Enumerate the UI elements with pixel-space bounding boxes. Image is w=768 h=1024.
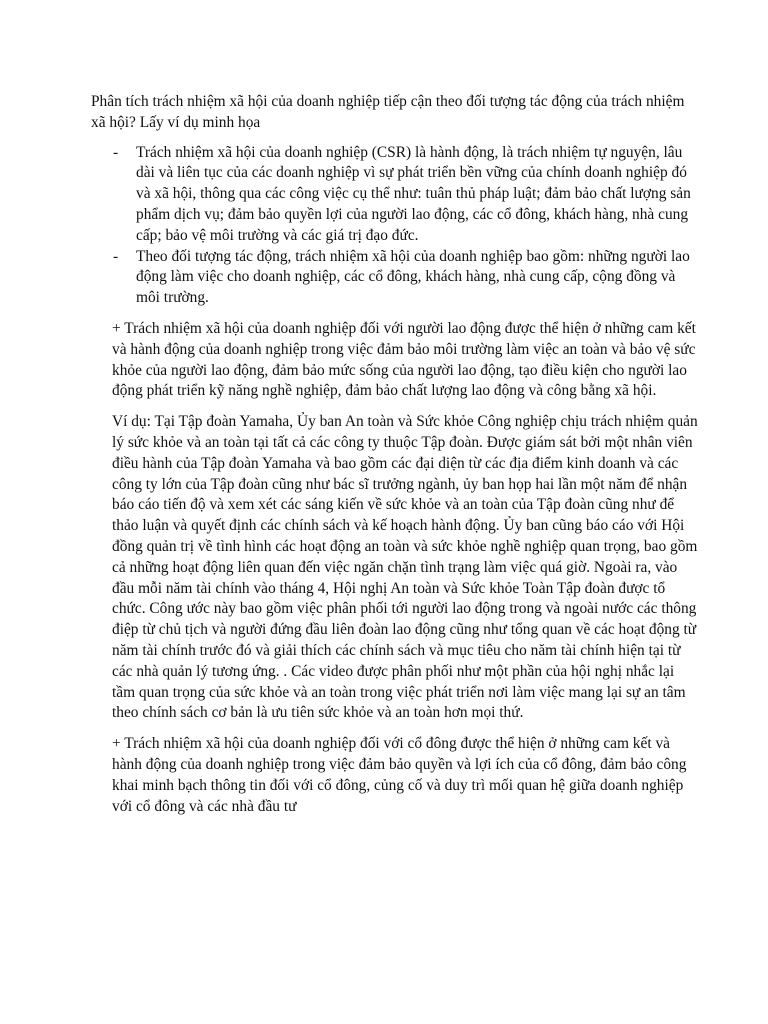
dash-bullet-list (91, 143, 691, 309)
dash-bullet-marker: - (113, 247, 119, 265)
list-item (91, 143, 691, 247)
document-title: Phân tích trách nhiệm xã hội của doanh nghiệp tiếp cận theo đối tượng tác động của trách nhiệm xã hội? Lấy ví dụ minh họa (91, 93, 685, 131)
document-body (91, 92, 698, 827)
paragraph-yamaha-example: Ví dụ: Tại Tập đoàn Yamaha, Ủy ban An toàn và Sức khỏe Công nghiệp chịu trách nhiệm quản lý sức khỏe và an toàn tại tất cả các công ty thuộc Tập đoàn. Được giám sát bởi một nhân viên điều hành của Tập đoàn Yamaha và bao gồm các đại diện từ các địa điểm kinh doanh và các công ty lớn của Tập đoàn cũng như bác sĩ trưởng ngành, ủy ban họp hai lần một năm để nhận báo cáo tiến độ và xem xét các sáng kiến về sức khỏe và an toàn của Tập đoàn cũng như để thảo luận và quyết định các chính sách và kế hoạch hành động. Ủy ban cũng báo cáo với Hội đồng quản trị về tình hình các hoạt động an toàn và sức khỏe nghề nghiệp quan trọng, bao gồm cả những hoạt động liên quan đến việc ngăn chặn tình trạng làm việc quá giờ. Ngoài ra, vào đầu mỗi năm tài chính vào tháng 4, Hội nghị An toàn và Sức khỏe Toàn Tập đoàn được tổ chức. Công ước này bao gồm việc phân phối tới người lao động trong và ngoài nước các thông điệp từ chủ tịch và người đứng đầu liên đoàn lao động cũng như tổng quan về các hoạt động từ năm tài chính trước đó và giải thích các chính sách và mục tiêu cho năm tài chính hiện tại từ các nhà quản lý tương ứng. . Các video được phân phối như một phần của hội nghị nhắc lại tầm quan trọng của sức khỏe và an toàn trong việc phát triển nơi làm việc mang lại sự an tâm theo chính sách cơ bản là ưu tiên sức khỏe và an toàn hơn mọi thứ. (112, 413, 698, 722)
dash-bullet-marker: - (113, 143, 119, 161)
paragraph-shareholders: + Trách nhiệm xã hội của doanh nghiệp đối với cổ đông được thể hiện ở những cam kết và hành động của doanh nghiệp trong việc đảm bảo quyền và lợi ích của cổ đông, đảm bảo công khai minh bạch thông tin đối với cổ đông, củng cố và duy trì mối quan hệ giữa doanh nghiệp với cổ đông và các nhà đầu tư (112, 735, 687, 815)
list-item (91, 247, 691, 309)
bullet-text-csr-definition: Trách nhiệm xã hội của doanh nghiệp (CSR) là hành động, là trách nhiệm tự nguyện, lâu dài và liên tục của các doanh nghiệp vì sự phát triển bền vững của chính doanh nghiệp đó và xã hội, thông qua các công việc cụ thể như: tuân thủ pháp luật; đảm bảo chất lượng sản phẩm dịch vụ; đảm bảo quyền lợi của người lao động, các cổ đông, khách hàng, nhà cung cấp; bảo vệ môi trường và các giá trị đạo đức. (136, 143, 691, 244)
bullet-text-stakeholders: Theo đối tượng tác động, trách nhiệm xã hội của doanh nghiệp bao gồm: những người lao động làm việc cho doanh nghiệp, các cổ đông, khách hàng, nhà cung cấp, cộng đồng và môi trường. (136, 247, 690, 307)
paragraph-employees: + Trách nhiệm xã hội của doanh nghiệp đối với người lao động được thể hiện ở những cam kết và hành động của doanh nghiệp trong việc đảm bảo môi trường làm việc an toàn và bảo vệ sức khỏe của người lao động, đảm bảo mức sống của người lao động, tạo điều kiện cho người lao động phát triển kỹ năng nghề nghiệp, đảm bảo chất lượng lao động và công bằng xã hội. (112, 319, 696, 400)
